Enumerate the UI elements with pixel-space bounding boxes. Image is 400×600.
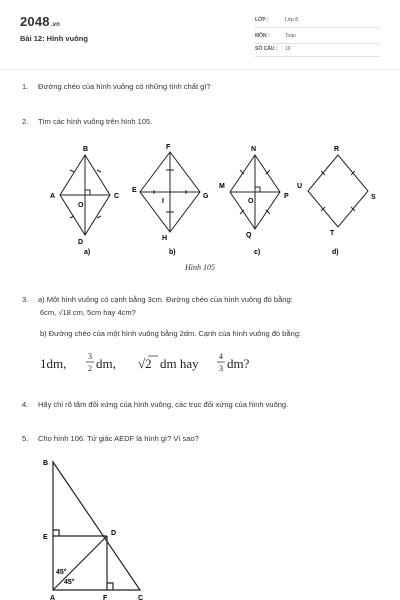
point-label: D: [111, 530, 117, 537]
lesson-title: Bài 12: Hình vuông: [20, 34, 88, 43]
question-number: 4.: [22, 400, 29, 409]
point-label: E: [43, 534, 48, 541]
figure-105: [0, 140, 400, 262]
figure-105-d: [308, 155, 368, 227]
point-label: O: [78, 202, 84, 209]
question-number: 5.: [22, 434, 29, 443]
point-label: I: [162, 198, 164, 205]
point-label: B: [83, 146, 89, 153]
meta-class-row: [255, 15, 380, 28]
option-sqrt-dm: dm hay: [160, 356, 199, 371]
figure-105-caption: Hình 105: [185, 263, 215, 272]
point-label: R: [334, 146, 340, 153]
question-3-options-a: 6cm, √18 cm, 5cm hay 4cm?: [40, 308, 136, 317]
question-number: 3.: [22, 295, 29, 304]
point-label: C: [138, 595, 144, 600]
point-label: N: [251, 146, 257, 153]
question-text: Hãy chỉ rõ tâm đối xứng của hình vuông, các trục đối xứng của hình vuông.: [38, 400, 289, 409]
logo-text: 2048: [20, 14, 50, 29]
point-label: U: [297, 183, 303, 190]
option-1dm: 1dm,: [40, 356, 67, 371]
point-label: E: [132, 187, 137, 194]
point-label: H: [162, 235, 168, 242]
option-sqrt2: √2: [138, 356, 152, 371]
point-label: A: [50, 193, 56, 200]
question-text: Cho hình 106. Tứ giác AEDF là hình gì? Vì sao?: [38, 434, 199, 443]
point-label: P: [284, 193, 289, 200]
fraction-denominator: 2: [88, 364, 92, 373]
figure-105-a: [60, 155, 110, 235]
figure-sublabel: b): [169, 249, 176, 256]
question-number: 2.: [22, 117, 29, 126]
figure-106: [30, 452, 170, 600]
fraction-numerator: 4: [219, 352, 223, 361]
point-label: M: [219, 183, 225, 190]
point-label: C: [114, 193, 120, 200]
square-d: [308, 155, 368, 227]
question-text: Tìm các hình vuông trên hình 105.: [38, 117, 153, 126]
meta-value: Toán: [285, 33, 296, 39]
figure-105-b: [140, 152, 200, 232]
option-fraction2-dm: dm?: [227, 356, 250, 371]
question-3-part-b: b) Đường chéo của một hình vuông bằng 2dm. Cạnh của hình vuông đó bằng:: [40, 329, 301, 338]
header-divider: [0, 69, 400, 70]
angle-label: 45°: [56, 569, 67, 576]
math-options: [30, 346, 290, 380]
fraction-denominator: 3: [219, 364, 223, 373]
meta-value: Lớp 8: [285, 17, 299, 23]
point-label: O: [248, 198, 254, 205]
meta-key: MÔN :: [255, 33, 270, 39]
figure-105-c: [230, 155, 280, 229]
point-label: S: [371, 194, 376, 201]
meta-subject-row: [255, 31, 380, 44]
question-text: Đường chéo của hình vuông có những tính chất gì?: [38, 82, 211, 91]
point-label: G: [203, 193, 209, 200]
angle-label: 45°: [64, 579, 75, 586]
point-label: D: [78, 239, 84, 246]
point-label: A: [50, 595, 56, 600]
point-label: Q: [246, 232, 252, 239]
meta-value: 10: [285, 46, 291, 52]
site-logo[interactable]: [20, 14, 60, 29]
question-number: 1.: [22, 82, 29, 91]
point-label: F: [166, 144, 171, 151]
point-label: B: [43, 460, 49, 467]
point-label: T: [330, 230, 335, 237]
question-text: a) Một hình vuông có cạnh bằng 3cm. Đường chéo của hình vuông đó bằng:: [38, 295, 293, 304]
meta-count-row: [255, 44, 380, 57]
header: [0, 0, 400, 70]
figure-sublabel: c): [254, 249, 261, 256]
meta-key: LỚP :: [255, 17, 269, 23]
meta-key: SỐ CÂU :: [255, 46, 278, 52]
figure-sublabel: a): [84, 249, 91, 256]
point-label: F: [103, 595, 108, 600]
fraction-numerator: 3: [88, 352, 92, 361]
figure-sublabel: d): [332, 249, 339, 256]
option-fraction-dm: dm,: [96, 356, 116, 371]
logo-suffix: .vn: [50, 22, 61, 28]
